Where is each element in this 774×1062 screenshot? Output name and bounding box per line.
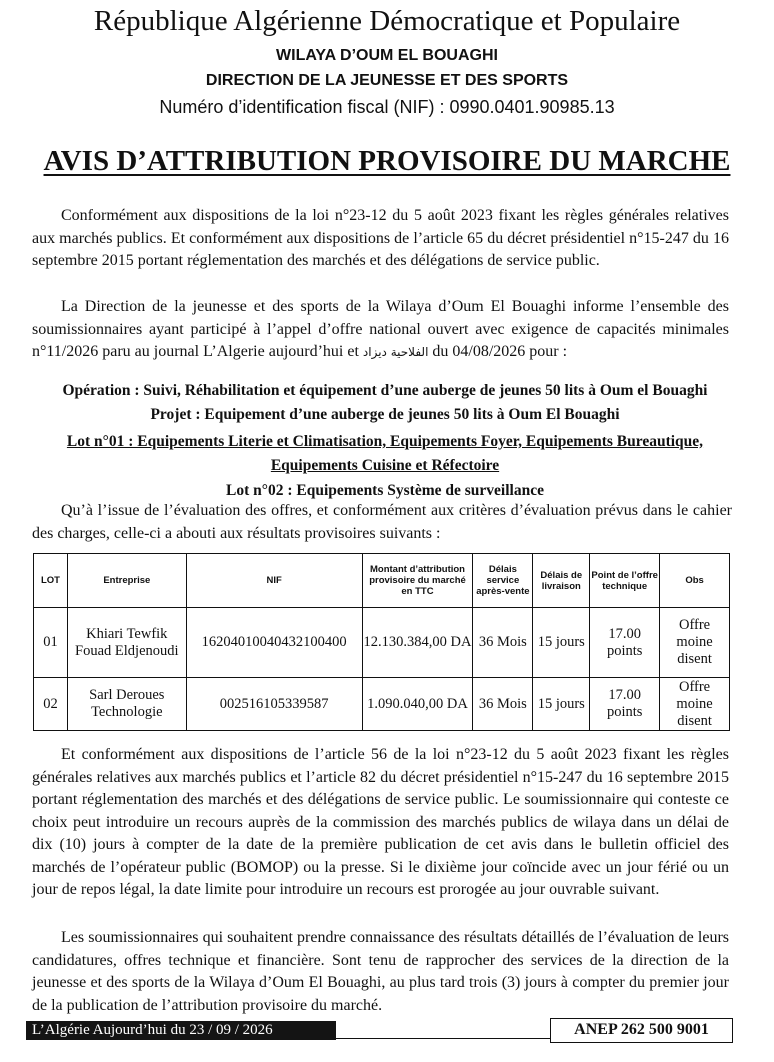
header-delais-service: Délais service après-vente	[473, 554, 533, 608]
header-entreprise: Entreprise	[67, 554, 186, 608]
cell-delais-service: 36 Mois	[473, 678, 533, 731]
paragraph-information-text: La Direction de la jeunesse et des sports de la Wilaya d’Oum El Bouaghi informe l’ensemble des soumissionnaires ayant participé à l’appel d’offre national ouvert avec exigence de capacités minimales n°11/2026 paru au journal L’Algerie aujourd’hui et	[32, 298, 729, 360]
cell-delais-livraison: 15 jours	[533, 608, 590, 678]
project-line: Projet : Equipement d’une auberge de jeunes 50 lits à Oum El Bouaghi	[150, 406, 620, 423]
header-nif: NIF	[186, 554, 362, 608]
cell-entreprise: Sarl Deroues Technologie	[67, 678, 186, 731]
operation-line: Opération : Suivi, Réhabilitation et équipement d’une auberge de jeunes 50 lits à Oum el Bouaghi	[62, 382, 708, 399]
header-montant: Montant d’attribution provisoire du marché en TTC	[362, 554, 473, 608]
cell-point-technique: 17.00 points	[590, 608, 660, 678]
cell-nif: 002516105339587	[186, 678, 362, 731]
cell-delais-livraison: 15 jours	[533, 678, 590, 731]
header-point-technique: Point de l’offre technique	[590, 554, 660, 608]
footer-divider	[336, 1038, 550, 1039]
wilaya-heading: WILAYA D’OUM EL BOUAGHI	[276, 47, 498, 64]
header-lot: LOT	[34, 554, 68, 608]
cell-delais-service: 36 Mois	[473, 608, 533, 678]
paragraph-details: Les soumissionnaires qui souhaitent prendre connaissance des résultats détaillés de l’évaluation de leurs candidatures, offres technique et financière. Sont tenu de rapprocher des services de la direction de la jeunesse et des sports de la Wilaya d’Oum El Bouaghi, au plus tard trois (3) jours à compter du premier jour de la publication de l’attribution provisoire du marché.	[32, 929, 729, 1014]
table-header-row	[34, 554, 730, 608]
lot1-line-continued: Equipements Cuisine et Réfectoire	[270, 457, 500, 474]
header-delais-livraison: Délais de livraison	[533, 554, 590, 608]
paragraph-information-date: du 04/08/2026 pour :	[432, 343, 568, 360]
lot2-line: Lot n°02 : Equipements Système de surveillance	[226, 482, 544, 499]
nif-line: Numéro d’identification fiscal (NIF) : 0990.0401.90985.13	[159, 97, 615, 117]
cell-lot: 02	[34, 678, 68, 731]
cell-montant: 1.090.040,00 DA	[362, 678, 473, 731]
cell-obs: Offre moine disent	[660, 678, 730, 731]
notice-title: AVIS D’ATTRIBUTION PROVISOIRE DU MARCHE	[43, 145, 731, 177]
table-row	[34, 608, 730, 678]
arabic-journal-name: الفلاحية ديزاد	[362, 345, 429, 359]
cell-nif: 16204010040432100400	[186, 608, 362, 678]
cell-lot: 01	[34, 608, 68, 678]
cell-obs: Offre moine disent	[660, 608, 730, 678]
paragraph-information	[32, 296, 729, 364]
header-obs: Obs	[660, 554, 730, 608]
results-table	[33, 553, 730, 731]
lot1-line: Lot n°01 : Equipements Literie et Climatisation, Equipements Foyer, Equipements Bureautique,	[66, 433, 704, 450]
cell-point-technique: 17.00 points	[590, 678, 660, 731]
paragraph-legal-basis: Conformément aux dispositions de la loi n°23-12 du 5 août 2023 fixant les règles générales relatives aux marchés publics. Et conformément aux dispositions de l’article 65 du décret présidentiel n°15-247 du 16 septembre 2015 portant réglementation des marchés et des délégations de service public.	[32, 207, 729, 269]
paragraph-appeal: Et conformément aux dispositions de l’article 56 de la loi n°23-12 du 5 août 2023 fixant les règles générales relatives aux marchés publics et l’article 82 du décret présidentiel n°15-247 du 16 septembre 2015 portant réglementation des marchés et des délégations de service public. Le soumissionnaire qui conteste ce choix peut introduire un recours auprès de la commission des marchés publics de wilaya dans un délai de dix (10) jours à compter de la date de la première publication de cet avis dans le bulletin officiel des marchés de l’opérateur public (BOMOP) ou la presse. Si le dixième jour coïncide avec un jour férié ou un jour de repos légal, la date limite pour introduire un recours est prorogée au jour ouvrable suivant.	[32, 746, 729, 898]
direction-heading: DIRECTION DE LA JEUNESSE ET DES SPORTS	[205, 72, 569, 89]
cell-montant: 12.130.384,00 DA	[362, 608, 473, 678]
paragraph-evaluation: Qu’à l’issue de l’évaluation des offres, et conformément aux critères d’évaluation prévus dans le cahier des charges, celle-ci a abouti aux résultats provisoires suivants :	[32, 502, 732, 542]
publication-footer: L’Algérie Aujourd’hui du 23 / 09 / 2026	[26, 1021, 336, 1040]
anep-reference: ANEP 262 500 9001	[550, 1018, 733, 1043]
republic-heading: République Algérienne Démocratique et Populaire	[93, 5, 681, 37]
table-row	[34, 678, 730, 731]
cell-entreprise: Khiari Tewfik Fouad Eldjenoudi	[67, 608, 186, 678]
